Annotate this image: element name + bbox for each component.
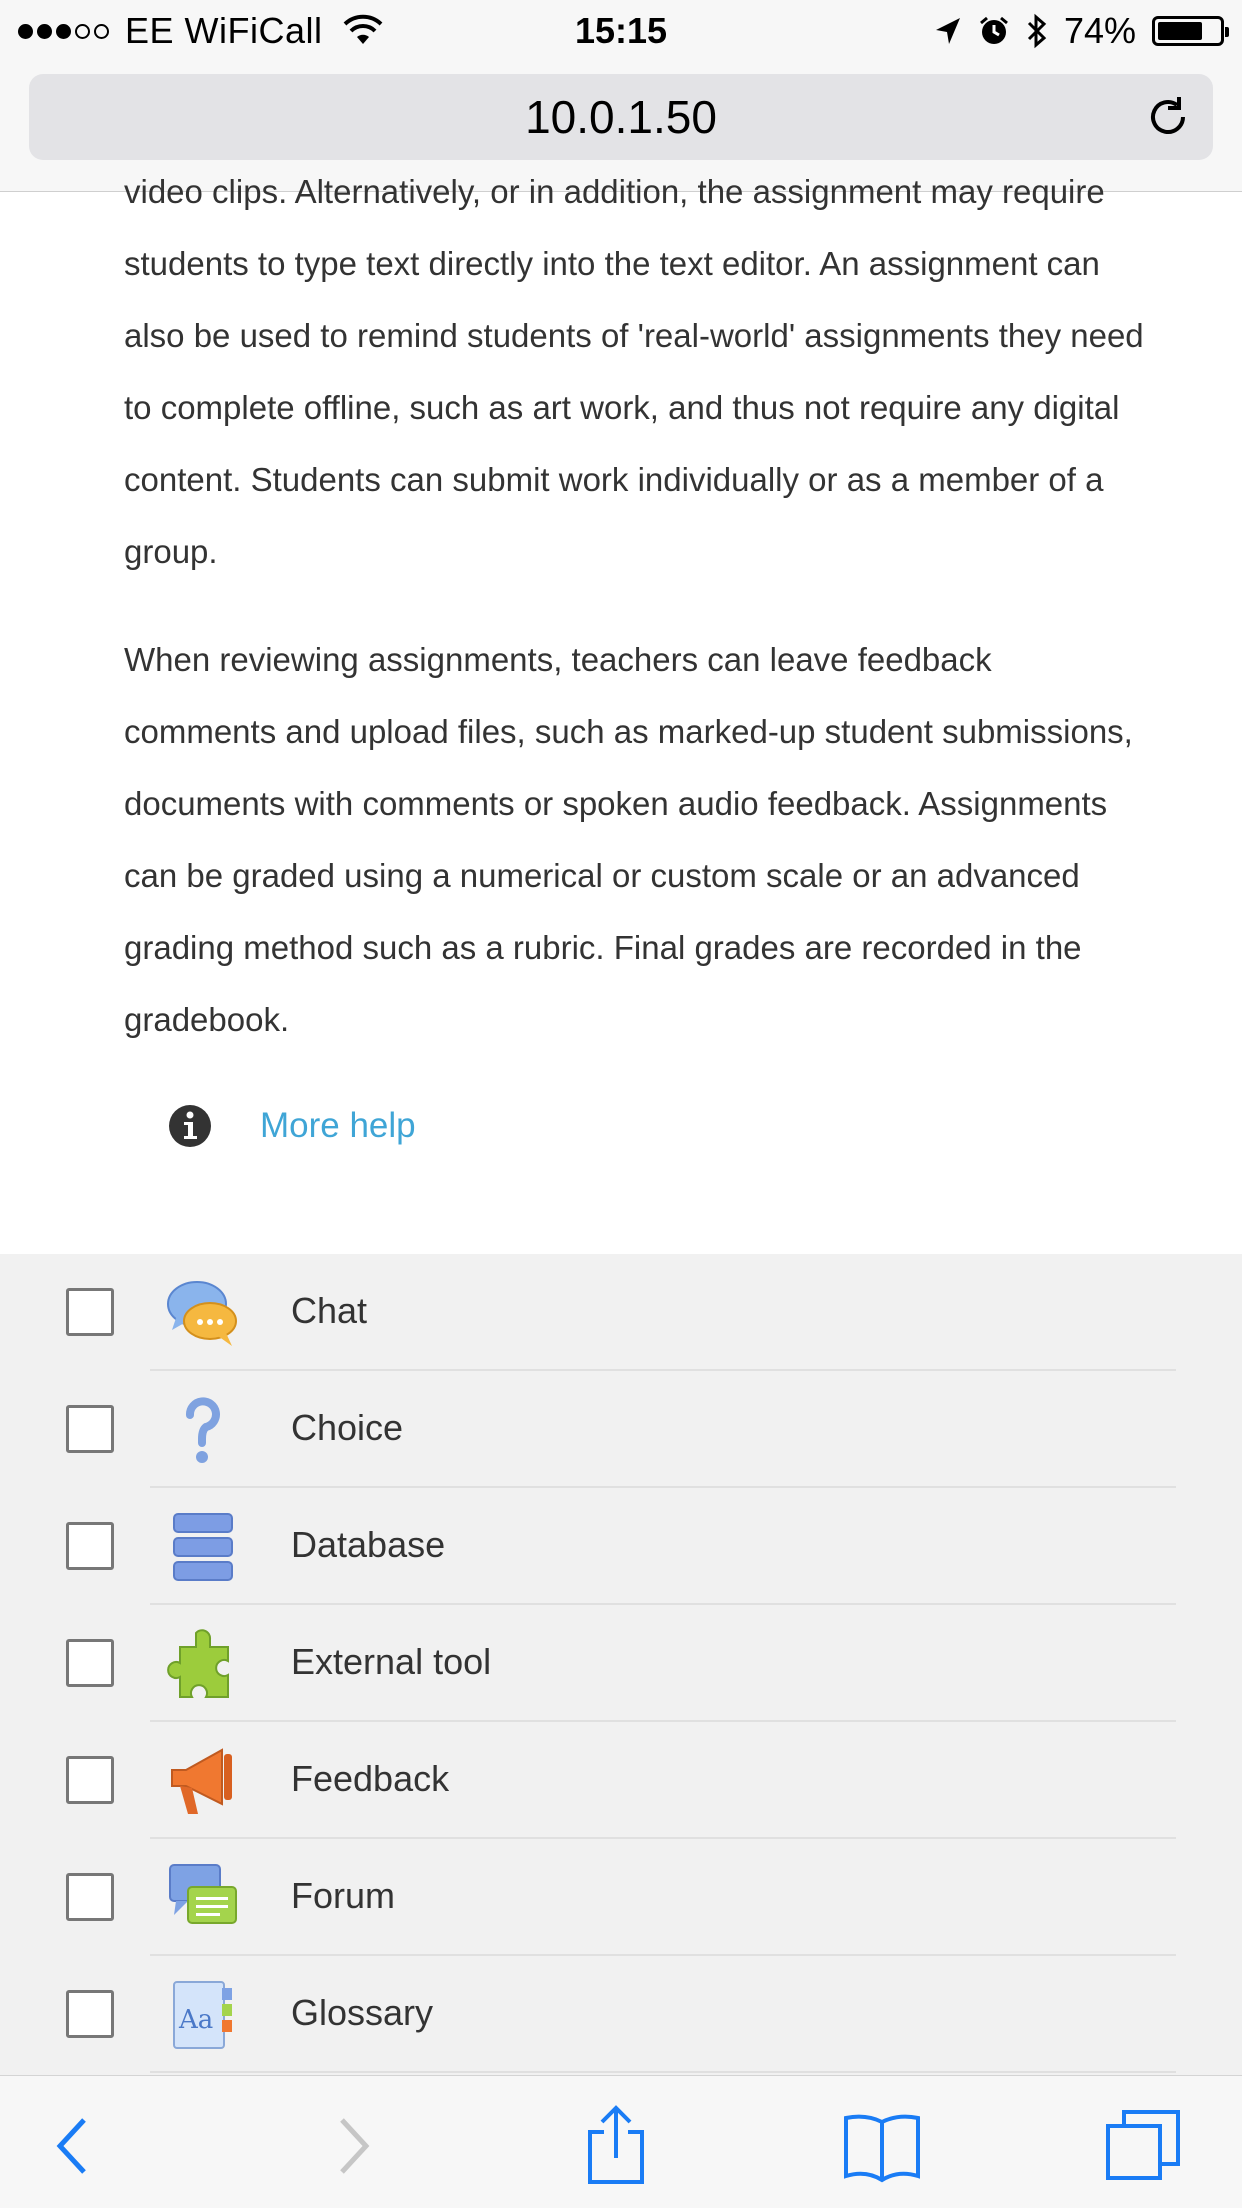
battery-icon [1152, 16, 1224, 46]
bookmarks-icon[interactable] [842, 2106, 922, 2186]
activity-label: Feedback [291, 1758, 450, 1799]
activity-checkbox[interactable] [66, 1288, 114, 1336]
list-item[interactable] [0, 1722, 1242, 1839]
activity-checkbox[interactable] [66, 1990, 114, 2038]
activity-label: Database [291, 1524, 446, 1565]
svg-text:Aa: Aa [179, 2005, 214, 2035]
list-item[interactable] [0, 1956, 1242, 2073]
more-help-row [168, 1104, 416, 1148]
activity-label: External tool [291, 1641, 492, 1682]
list-item[interactable] [0, 1254, 1242, 1371]
bluetooth-icon [1026, 14, 1048, 48]
carrier-name: EE WiFiCall [125, 10, 323, 51]
help-content [0, 173, 1242, 1254]
list-item[interactable] [0, 1839, 1242, 1956]
status-right [934, 10, 1224, 52]
url-text: 10.0.1.50 [525, 91, 717, 143]
choice-icon [166, 1393, 240, 1467]
forum-icon [166, 1861, 240, 1935]
glossary-icon [166, 1978, 240, 2052]
back-icon[interactable] [36, 2106, 116, 2186]
activity-label: Glossary [291, 1992, 434, 2033]
activity-label: Forum [291, 1875, 396, 1916]
address-bar[interactable] [29, 74, 1213, 160]
activity-checkbox[interactable] [66, 1522, 114, 1570]
more-help-link[interactable]: More help [260, 1106, 416, 1145]
info-icon [168, 1104, 212, 1148]
alarm-icon [978, 15, 1010, 47]
activity-list [0, 1254, 1242, 2076]
list-item[interactable] [0, 1371, 1242, 1488]
description-paragraph-1: video clips. Alternatively, or in addition, the assignment may require students to type text directly into the text editor. An assignment can also be used to remind students of 'real-world' assignments they need to complete offline, such as art work, and thus not require any digital content. Students can submit work individually or as a member of a group. [124, 173, 1144, 570]
activity-label: Choice [291, 1407, 404, 1448]
chat-icon [166, 1276, 240, 1350]
external-tool-icon [166, 1627, 240, 1701]
status-bar [0, 0, 1242, 62]
forward-icon[interactable] [314, 2106, 394, 2186]
database-icon [166, 1510, 240, 1584]
list-item[interactable] [0, 1605, 1242, 1722]
activity-checkbox[interactable] [66, 1639, 114, 1687]
list-item[interactable] [0, 1488, 1242, 1605]
activity-checkbox[interactable] [66, 1756, 114, 1804]
description-paragraph-2: When reviewing assignments, teachers can leave feedback comments and upload files, such as marked-up student submissions, documents with comments or spoken audio feedback. Assignments can be graded using a numerical or custom scale or an advanced grading method such as a rubric. Final grades are recorded in the gradebook. [124, 641, 1133, 1038]
activity-checkbox[interactable] [66, 1405, 114, 1453]
reload-icon[interactable] [1145, 94, 1191, 140]
share-icon[interactable] [576, 2106, 656, 2186]
battery-percent: 74% [1063, 10, 1136, 51]
activity-label: Chat [291, 1290, 368, 1331]
clock: 15:15 [574, 10, 668, 51]
location-arrow-icon [934, 16, 962, 46]
browser-toolbar [0, 2076, 1242, 2208]
tabs-icon[interactable] [1104, 2106, 1184, 2186]
feedback-icon [166, 1744, 240, 1818]
activity-checkbox[interactable] [66, 1873, 114, 1921]
